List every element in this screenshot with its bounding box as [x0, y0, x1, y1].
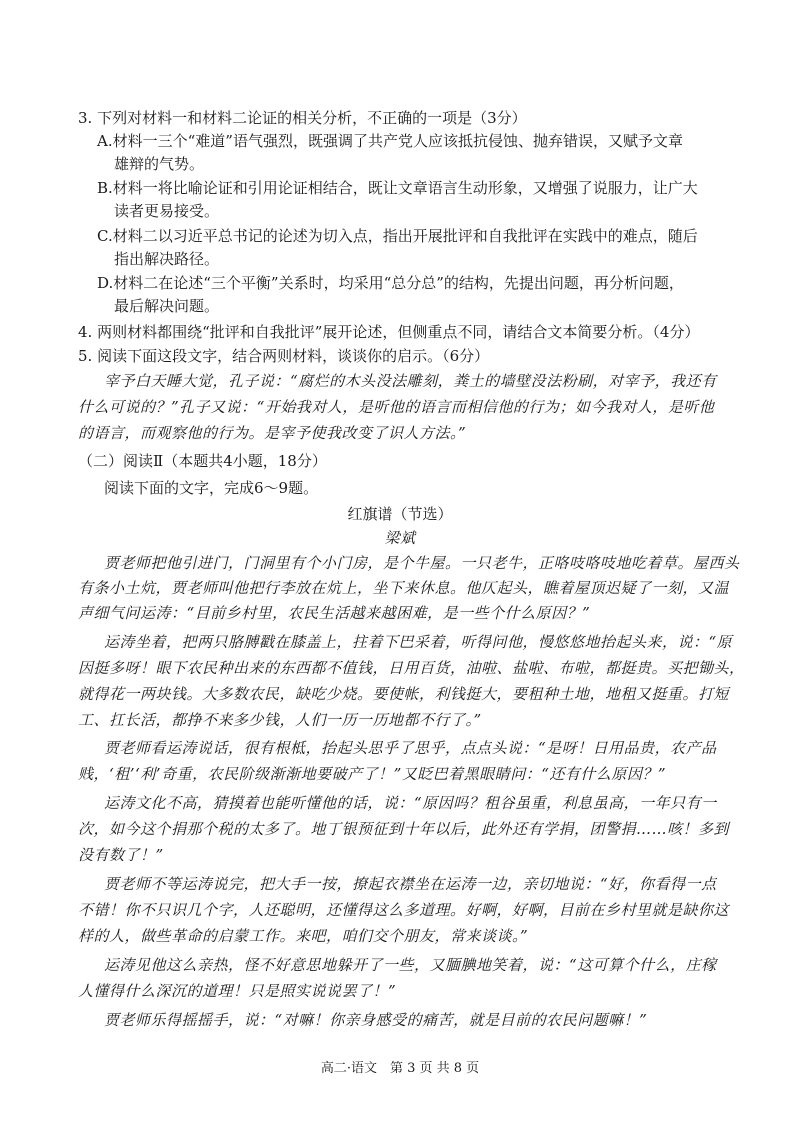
- story-title: 红旗谱（节选）: [347, 505, 453, 523]
- question-3-option-c: C.材料二以习近平总书记的论述为切入点，指出开展批评和自我批评在实践中的难点，随后: [97, 227, 698, 245]
- section-header: （二）阅读Ⅱ（本题共4小题，18分）: [78, 452, 327, 470]
- story-line: 不错！你不只识几个字，人还聪明，还懂得这么多道理。好啊，好啊，目前在乡村里就是缺你这: [78, 901, 730, 919]
- story-line: 因挺多呀！眼下农民种出来的东西都不值钱，日用百货，油啦、盐啦、布啦，都挺贵。买把锄头，: [78, 659, 745, 677]
- story-line: 运涛文化不高，猜摸着也能听懂他的话，说：“原因吗？租谷虽重，利息虽高，一年只有一: [104, 794, 717, 812]
- story-line: 贱，‘租’‘利’奇重，农民阶级渐渐地要破产了！”又眨巴着黑眼睛问：“还有什么原因？”: [78, 765, 667, 783]
- question-5-text: 什么可说的？”孔子又说：“开始我对人，是听他的语言而相信他的行为；如今我对人，是听他: [78, 398, 715, 416]
- question-3-option-a-cont: 雄辩的气势。: [114, 155, 205, 173]
- question-5: 5. 阅读下面这段文字，结合两则材料，谈谈你的启示。（6分）: [78, 347, 490, 365]
- section-instruction: 阅读下面的文字，完成6～9题。: [104, 479, 319, 497]
- story-line: 有条小土炕，贾老师叫他把行李放在炕上，坐下来休息。他仄起头，瞧着屋顶迟疑了一刻，又温: [78, 579, 730, 597]
- story-line: 运涛见他这么亲热，怪不好意思地躲开了一些，又腼腆地笑着，说：“这可算个什么，庄稼: [104, 956, 717, 974]
- question-4: 4. 两则材料都围绕“批评和自我批评”展开论述，但侧重点不同，请结合文本简要分析。（4分）: [78, 323, 700, 341]
- question-3-option-c-cont: 指出解决路径。: [114, 250, 220, 268]
- page-footer: 高二·语文 第 3 页 共 8 页: [320, 1061, 480, 1076]
- story-line: 次，如今这个捐那个税的太多了。地丁银预征到十年以后，此外还有学捐，团警捐……咳！多到: [78, 820, 730, 838]
- story-line: 贾老师把他引进门，门洞里有个小门房，是个牛屋。一只老牛，正咯吱咯吱地吃着草。屋西头: [104, 554, 740, 572]
- story-line: 人懂得什么深沉的道理！只是照实说说罢了！”: [78, 982, 397, 1000]
- question-3-option-d: D.材料二在论述“三个平衡”关系时，均采用“总分总”的结构，先提出问题，再分析问题，: [97, 274, 684, 292]
- story-line: 样的人，做些革命的启蒙工作。来吧，咱们交个朋友，常来谈谈。”: [78, 927, 529, 945]
- question-3-option-d-cont: 最后解决问题。: [114, 297, 220, 315]
- story-line: 工、扛长活，都挣不来多少钱，人们一历一历地都不行了。”: [78, 711, 482, 729]
- question-3-stem: 3. 下列对材料一和材料二论证的相关分析，不正确的一项是（3分）: [78, 109, 527, 127]
- story-author: 梁斌: [384, 529, 416, 547]
- question-3-option-a: A.材料一三个“难道”语气强烈，既强调了共产党人应该抵抗侵蚀、抛弃错误，又赋予文章: [97, 132, 683, 150]
- question-5-text: 的语言，而观察他的行为。是宰予使我改变了识人方法。”: [78, 424, 467, 442]
- question-3-option-b-cont: 读者更易接受。: [114, 202, 220, 220]
- question-3-option-b: B.材料一将比喻论证和引用论证相结合，既让文章语言生动形象，又增强了说服力，让广大: [97, 179, 698, 197]
- story-line: 没有数了！”: [78, 846, 164, 864]
- question-5-text: 宰予白天睡大觉，孔子说：“腐烂的木头没法雕刻，粪土的墙壁没法粉刷，对宰予，我还有: [104, 372, 717, 390]
- story-line: 贾老师看运涛说话，很有根柢，抬起头思乎了思乎，点点头说：“是呀！日用品贵，农产品: [104, 739, 717, 757]
- story-line: 运涛坐着，把两只胳膊戳在膝盖上，拄着下巴采着，听得问他，慢悠悠地抬起头来，说：“原: [104, 633, 733, 651]
- story-line: 声细气问运涛：“目前乡村里，农民生活越来越困难，是一些个什么原因？”: [78, 604, 591, 622]
- story-line: 贾老师不等运涛说完，把大手一按，撩起衣襟坐在运涛一边，亲切地说：“好，你看得一点: [104, 875, 717, 893]
- story-line: 就得花一两块钱。大多数农民，缺吃少烧。要使帐，利钱挺大，要租种土地，地租又挺重。打短: [78, 685, 730, 703]
- story-line: 贾老师乐得摇摇手，说：“对嘛！你亲身感受的痛苦，就是目前的农民问题嘛！”: [104, 1011, 648, 1029]
